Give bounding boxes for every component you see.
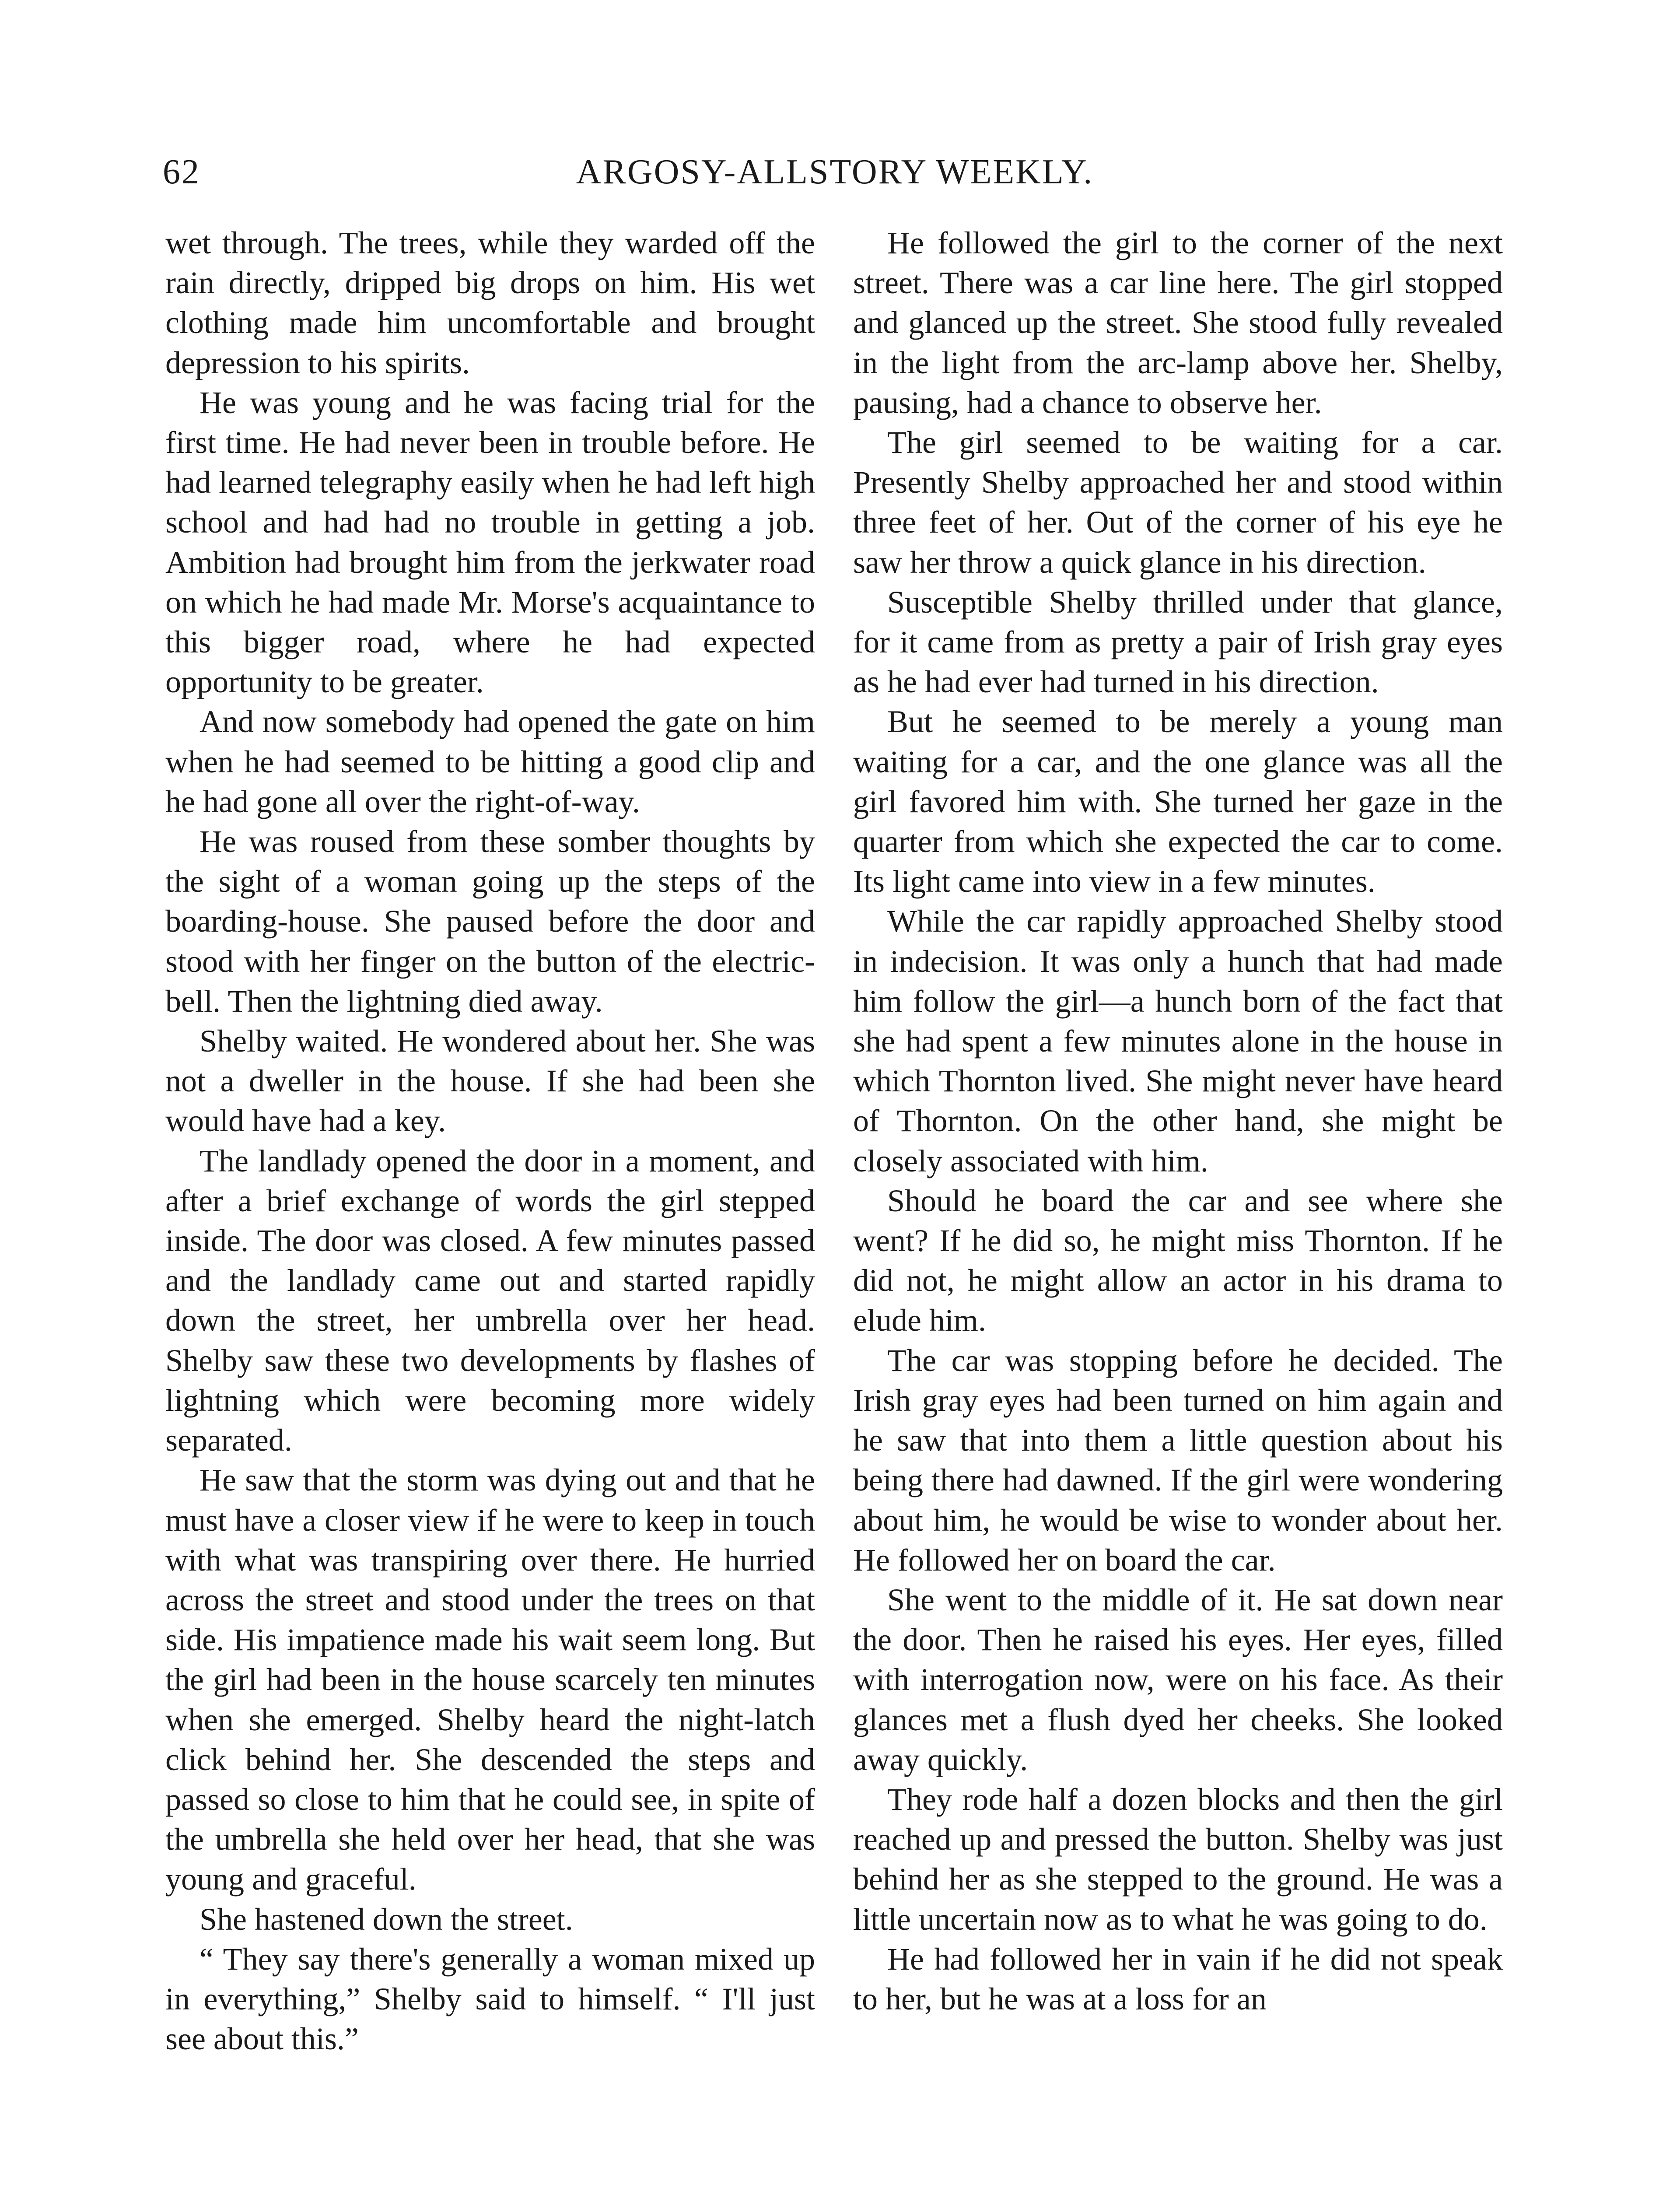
paragraph: Susceptible Shelby thrilled under that glance, for it came from as pretty a pair of Irish gray eyes as he had ever had turned in his direction. — [853, 584, 1503, 700]
paragraph: While the car rapidly approached Shelby stood in indecision. It was only a hunch that had made him follow the girl—a hunch born of the fact that she had spent a few minutes alone in the house in which Thornton lived. She might never have heard of Thornton. On the other hand, she might be closely associated with him. — [853, 904, 1503, 1178]
right-column — [853, 223, 1503, 2019]
left-column — [165, 223, 815, 2059]
paragraph: And now somebody had opened the gate on him when he had seemed to be hitting a good clip and he had gone all over the right-of-way. — [165, 704, 815, 819]
journal-title: ARGOSY-ALLSTORY WEEKLY. — [576, 153, 1094, 191]
paragraph: The car was stopping before he decided. The Irish gray eyes had been turned on him again and he saw that into them a little question about his being there had dawned. If the girl were wondering about him, he would be wise to wonder about her. He followed her on board the car. — [853, 1343, 1503, 1578]
paragraph: “ They say there's generally a woman mixed up in everything,” Shelby said to himself. “ I'll just see about this.” — [165, 1941, 815, 2057]
paragraph: The landlady opened the door in a moment, and after a brief exchange of words the girl stepped inside. The door was closed. A few minutes passed and the landlady came out and started rapidly down the street, her umbrella over her head. Shelby saw these two developments by flashes of lightning which were becoming more widely separated. — [165, 1143, 815, 1458]
paragraph: Shelby waited. He wondered about her. She was not a dweller in the house. If she had been she would have had a key. — [165, 1024, 815, 1139]
paragraph: He had followed her in vain if he did not speak to her, but he was at a loss for an — [853, 1941, 1503, 2016]
paragraph: She hastened down the street. — [200, 1901, 573, 1937]
paragraph: He was young and he was facing trial for the first time. He had never been in trouble before. He had learned telegraphy easily when he had left high school and had had no trouble in getting a job. Ambition had brought him from the jerkwater road on which he had made Mr. Morse's acquaintance to this bigger road, where he had expected opportunity to be greater. — [165, 385, 815, 700]
paragraph: He saw that the storm was dying out and that he must have a closer view if he were to keep in touch with what was transpiring over there. He hurried across the street and stood under the trees on that side. His impatience made his wait seem long. But the girl had been in the house scarcely ten minutes when she emerged. Shelby heard the night-latch click behind her. She descended the steps and passed so close to him that he could see, in spite of the umbrella she held over her head, that she was young and graceful. — [165, 1462, 815, 1897]
running-head — [163, 148, 1507, 196]
paragraph: But he seemed to be merely a young man waiting for a car, and the one glance was all the girl favored him with. She turned her gaze in the quarter from which she expected the car to come. Its light came into view in a few minutes. — [853, 704, 1503, 899]
paragraph: wet through. The trees, while they warded off the rain directly, dripped big drops on him. His wet clothing made him uncomfortable and brought depression to his spirits. — [165, 225, 815, 380]
paragraph: He was roused from these somber thoughts by the sight of a woman going up the steps of the boarding-house. She paused before the door and stood with her finger on the button of the electric-bell. Then the lightning died away. — [165, 824, 815, 1019]
page-number: 62 — [163, 153, 200, 191]
paragraph: She went to the middle of it. He sat down near the door. Then he raised his eyes. Her eyes, filled with interrogation now, were on his face. As their glances met a flush dyed her cheeks. She looked away quickly. — [853, 1582, 1503, 1777]
paragraph: Should he board the car and see where she went? If he did so, he might miss Thornton. If he did not, he might allow an actor in his drama to elude him. — [853, 1183, 1503, 1338]
paragraph: He followed the girl to the corner of the next street. There was a car line here. The girl stopped and glanced up the street. She stood fully revealed in the light from the arc-lamp above her. Shelby, pausing, had a chance to observe her. — [853, 225, 1503, 420]
paragraph: They rode half a dozen blocks and then the girl reached up and pressed the button. Shelby was just behind her as she stepped to the ground. He was a little uncertain now as to what he was going to do. — [853, 1781, 1503, 1937]
paragraph: The girl seemed to be waiting for a car. Presently Shelby approached her and stood within three feet of her. Out of the corner of his eye he saw her throw a quick glance in his direction. — [853, 425, 1503, 580]
